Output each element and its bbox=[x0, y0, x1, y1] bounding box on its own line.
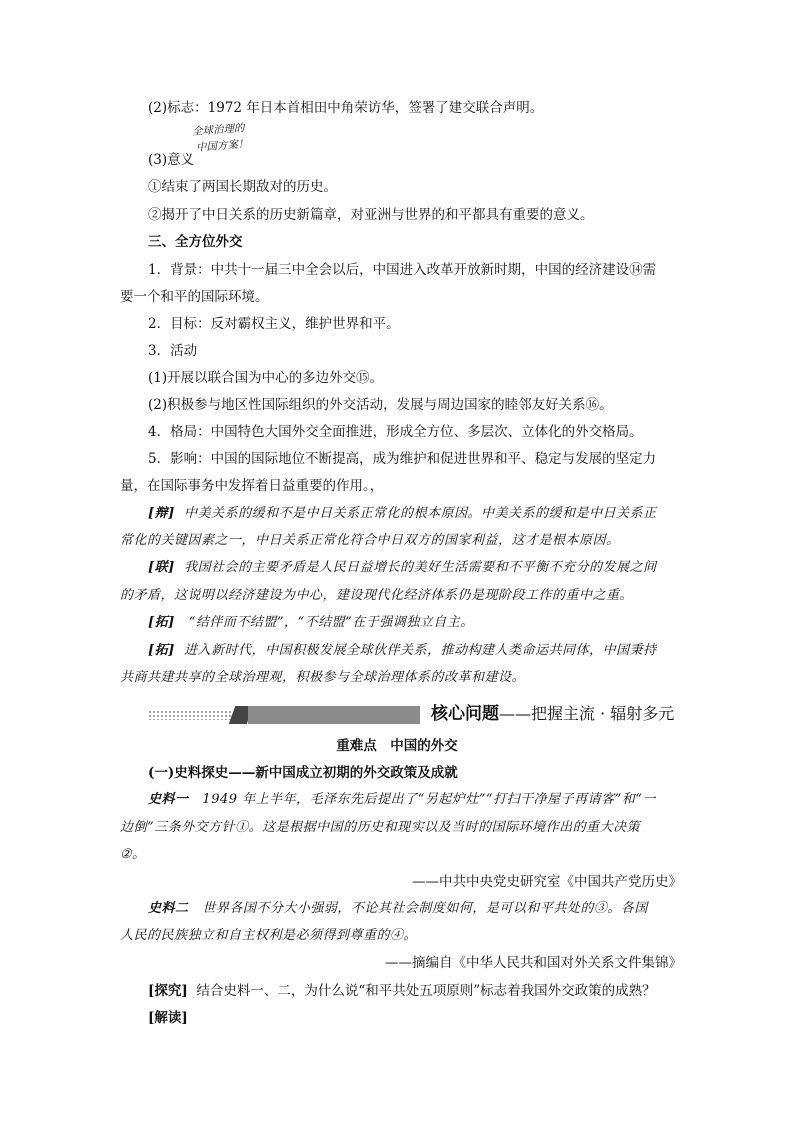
impact-line-1: 5．影响：中国的国际地位不断提高，成为维护和促进世界和平、稳定与发展的坚定力 bbox=[148, 451, 657, 467]
banner-gray-bar bbox=[248, 706, 420, 724]
key-topic-heading: 重难点 中国的外交 bbox=[336, 738, 458, 754]
note-bian-text: 中美关系的缓和不是中日关系正常化的根本原因。中美关系的缓和是中日关系正 bbox=[184, 506, 657, 521]
activity-point-2-text: (2)积极参与地区性国际组织的外交活动，发展与周边国家的睦邻友好关系 bbox=[148, 397, 586, 413]
background-line-2: 要一个和平的国际环境。 bbox=[120, 289, 269, 305]
significance-heading: (3)意义 bbox=[148, 152, 195, 168]
note-tag-tuo-1: [拓] bbox=[148, 615, 175, 630]
note-lian-line-1 bbox=[148, 558, 657, 578]
source-two-label: 史料二 bbox=[148, 901, 189, 916]
footnote-marker-15: ⑮ bbox=[356, 370, 370, 386]
activity-heading: 3．活动 bbox=[148, 343, 198, 359]
note-lian-line-2: 的矛盾，这说明以经济建设为中心，建设现代化经济体系仍是现阶段工作的重中之重。 bbox=[120, 588, 634, 603]
inquiry-tag: [探究] bbox=[148, 983, 188, 999]
background-text: 1．背景：中共十一届三中全会以后，中国进入改革开放新时期，中国的经济建设 bbox=[148, 262, 630, 278]
note-tag-lian: [联] bbox=[148, 560, 175, 575]
source-one-line-3: ②。 bbox=[120, 847, 146, 862]
impact-line-2: 量，在国际事务中发挥着日益重要的作用。， bbox=[120, 478, 384, 494]
note-tag-tuo-2: [拓] bbox=[148, 643, 175, 658]
interpretation-tag-text: [解读] bbox=[148, 1010, 188, 1026]
note-tuo-1 bbox=[148, 613, 474, 633]
sign-line: (2)标志：1972 年日本首相田中角荣访华，签署了建交联合声明。 bbox=[148, 100, 544, 116]
activity-point-2 bbox=[148, 395, 613, 415]
banner-dot-pattern bbox=[148, 710, 232, 720]
source-one-citation: ——中共中央党史研究室《中国共产党历史》 bbox=[412, 874, 682, 890]
note-tuo-2-line-2: 共商共建共享的全球治理观，积极参与全球治理体系的改革和建设。 bbox=[120, 670, 526, 685]
background-line-1 bbox=[148, 260, 656, 280]
banner-title-text: 核心问题 bbox=[431, 704, 499, 724]
section-heading-omnidirectional: 三、全方位外交 bbox=[148, 234, 243, 250]
note-tag-bian: [辩] bbox=[148, 506, 175, 521]
source-two-line-1 bbox=[148, 899, 648, 919]
note-bian-line-2: 常化的关键因素之一，中日关系正常化符合中日双方的国家利益，这才是根本原因。 bbox=[120, 533, 620, 548]
background-text-end: 需 bbox=[642, 262, 657, 278]
note-bian-line-1 bbox=[148, 504, 657, 524]
banner-subtitle: ——把握主流 · 辐射多元 bbox=[499, 704, 675, 723]
activity-point-2-end: 。 bbox=[599, 397, 613, 413]
source-two-line-2: 人民的民族独立和自主权利是必须得到尊重的④。 bbox=[120, 928, 418, 943]
significance-point-1: ①结束了两国长期敌对的历史。 bbox=[148, 179, 337, 195]
activity-point-1 bbox=[148, 368, 383, 388]
inquiry-question bbox=[148, 981, 656, 1001]
banner-title bbox=[431, 702, 674, 726]
section-heading-source-exploration: (一)史料探史——新中国成立初期的外交政策及成就 bbox=[148, 765, 458, 781]
core-question-banner bbox=[148, 704, 675, 726]
source-one-line-1 bbox=[148, 790, 656, 810]
handwritten-note-line1: 全球治理的 bbox=[191, 122, 245, 138]
footnote-marker-16: ⑯ bbox=[585, 397, 600, 413]
activity-point-1-end: 。 bbox=[369, 370, 384, 386]
note-tuo-2-text: 进入新时代，中国积极发展全球伙伴关系，推动构建人类命运共同体，中国秉持 bbox=[184, 643, 657, 658]
source-one-text: 1949 年上半年，毛泽东先后提出了“另起炉灶”“打扫干净屋子再请客”和“一 bbox=[202, 792, 656, 807]
source-one-label: 史料一 bbox=[148, 792, 189, 807]
footnote-marker-14: ⑭ bbox=[629, 262, 643, 278]
note-tuo-1-text: “结伴而不结盟”，“不结盟”在于强调独立自主。 bbox=[188, 615, 474, 630]
goal-line: 2．目标：反对霸权主义，维护世界和平。 bbox=[148, 316, 400, 332]
inquiry-text: 结合史料一、二，为什么说“和平共处五项原则”标志着我国外交政策的成熟？ bbox=[196, 983, 656, 999]
source-one-line-2: 边倒”三条外交方针①。这是根据中国的历史和现实以及当时的国际环境作出的重大决策 bbox=[120, 820, 641, 835]
significance-point-2: ②揭开了中日关系的历史新篇章，对亚洲与世界的和平都具有重要的意义。 bbox=[148, 207, 594, 223]
interpretation-tag bbox=[148, 1008, 188, 1028]
source-two-citation: ——摘编自《中华人民共和国对外关系文件集锦》 bbox=[385, 955, 682, 971]
note-tuo-2-line-1 bbox=[148, 641, 657, 661]
pattern-line: 4．格局：中国特色大国外交全面推进，形成全方位、多层次、立体化的外交格局。 bbox=[148, 424, 643, 440]
note-lian-text: 我国社会的主要矛盾是人民日益增长的美好生活需要和不平衡不充分的发展之间 bbox=[184, 560, 657, 575]
source-two-text: 世界各国不分大小强弱，不论其社会制度如何，是可以和平共处的③。各国 bbox=[202, 901, 648, 916]
handwritten-note-line2: 中国方案！ bbox=[195, 138, 249, 154]
activity-point-1-text: (1)开展以联合国为中心的多边外交 bbox=[148, 370, 357, 386]
